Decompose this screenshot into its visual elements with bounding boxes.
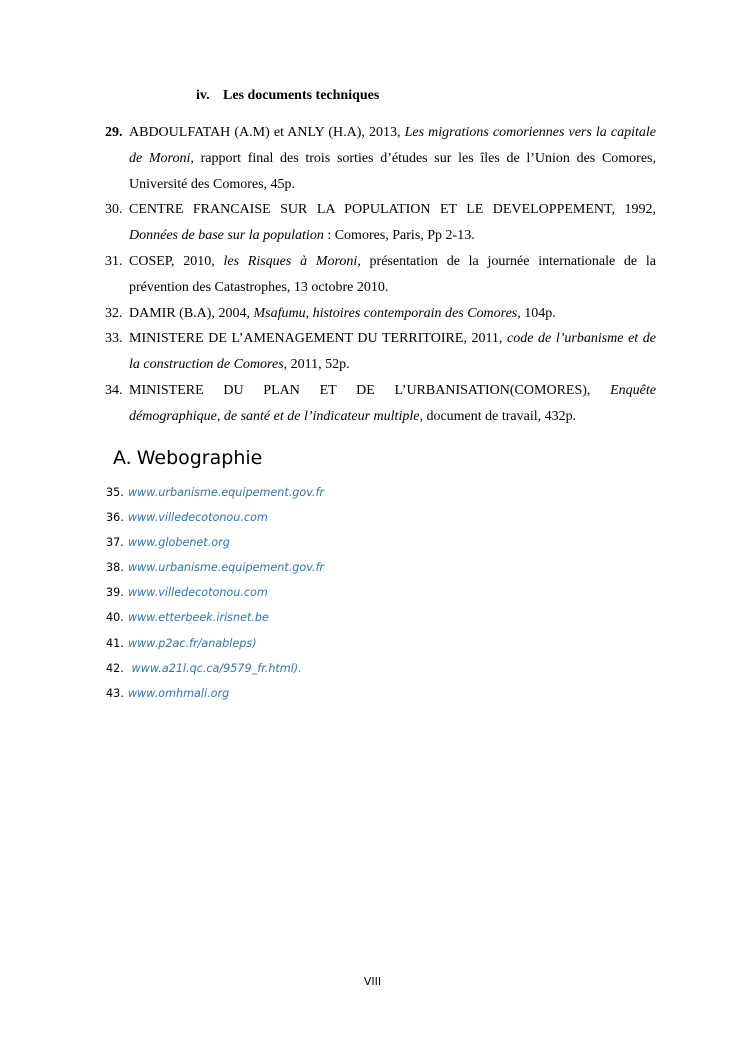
page-number: VIII [363,975,382,988]
link-number: 36. [106,511,124,525]
reference-text: CENTRE FRANCAISE SUR LA POPULATION ET LE DEVELOPPEMENT, 1992, [129,202,656,218]
web-link[interactable]: www.p2ac.fr/anableps) [128,636,257,650]
web-link-item [106,631,506,656]
reference-title: Données de base sur la population [129,228,324,244]
web-link-item [106,605,506,630]
section-number: iv. [196,88,210,103]
section-title: Les documents techniques [223,88,380,103]
reference-number: 30. [105,202,123,218]
reference-number: 33. [105,331,123,347]
webographie-heading [113,447,262,469]
reference-title: code de l’urbanisme et de la construction de Comores [129,331,656,373]
reference-title: Les migrations comoriennes vers la capitale de Moroni, [129,125,656,166]
web-link[interactable]: www.etterbeek.irisnet.be [128,611,269,625]
link-number: 37. [106,536,124,550]
reference-list [105,120,656,430]
web-link[interactable]: www.globenet.org [128,536,230,550]
reference-text: MINISTERE DE L’AMENAGEMENT DU TERRITOIRE, 2011, [129,331,508,347]
web-link-item [106,480,506,505]
reference-item [105,301,656,327]
reference-text: DAMIR (B.A), 2004, [129,305,254,321]
reference-text: ABDOULFATAH (A.M) et ANLY (H.A), 2013, [129,125,405,140]
reference-number: 29. [105,125,123,140]
reference-text: 104p. [520,305,556,321]
link-number: 35. [106,486,124,499]
reference-title: les Risques à Moroni [223,253,358,269]
web-link-item [106,681,506,706]
reference-title: Msafumu, histoires contemporain des Comores, [253,305,521,321]
reference-text: , 2011, 52p. [283,357,350,373]
link-number: 39. [106,586,124,600]
reference-item [105,326,656,378]
web-link-item [106,656,506,681]
web-link[interactable]: www.villedecotonou.com [128,586,268,600]
reference-number: 34. [105,382,123,398]
web-link[interactable]: www.villedecotonou.com [128,511,268,525]
heading-letter: A. [113,447,132,469]
web-link[interactable]: www.urbanisme.equipement.gov.fr [128,561,325,575]
web-link-item [106,580,506,605]
web-link[interactable]: www.a21l.qc.ca/9579_fr.html). [128,661,302,675]
heading-title: Webographie [136,447,263,469]
section-heading [196,88,379,104]
reference-text: : Comores, Paris, Pp 2-13. [323,228,475,244]
reference-first-line [129,378,656,404]
reference-text: COSEP, 2010, [129,253,224,269]
reference-text: document de travail, 432p. [422,408,577,424]
reference-number: 31. [105,253,123,269]
reference-item [105,249,656,301]
reference-text: rapport final des trois sorties d’études sur les îles de l’Union des Comores, Université des Comores, 45p. [129,150,656,192]
web-link[interactable]: www.omhmali.org [128,686,230,700]
web-link[interactable]: www.urbanisme.equipement.gov.fr [128,486,325,499]
reference-item [105,120,656,197]
reference-number: 32. [105,305,123,321]
reference-text: , présentation de la journée internationale de la prévention des Catastrophes, 13 octobre 2010. [129,253,656,295]
link-number: 38. [106,561,124,575]
reference-text: MINISTERE DU PLAN ET DE L’URBANISATION(COMORES), [129,382,611,398]
web-link-item [106,555,506,580]
web-link-item [106,530,506,555]
reference-item [105,378,656,430]
link-number: 40. [106,611,124,625]
link-number: 42. [106,661,124,675]
reference-title: démographique, de santé et de l’indicateur multiple, [129,408,423,424]
link-number: 43. [106,686,124,700]
web-link-list [106,480,506,706]
reference-title: Enquête [610,382,656,398]
web-link-item [106,505,506,530]
reference-item [105,197,656,249]
link-number: 41. [106,636,124,650]
